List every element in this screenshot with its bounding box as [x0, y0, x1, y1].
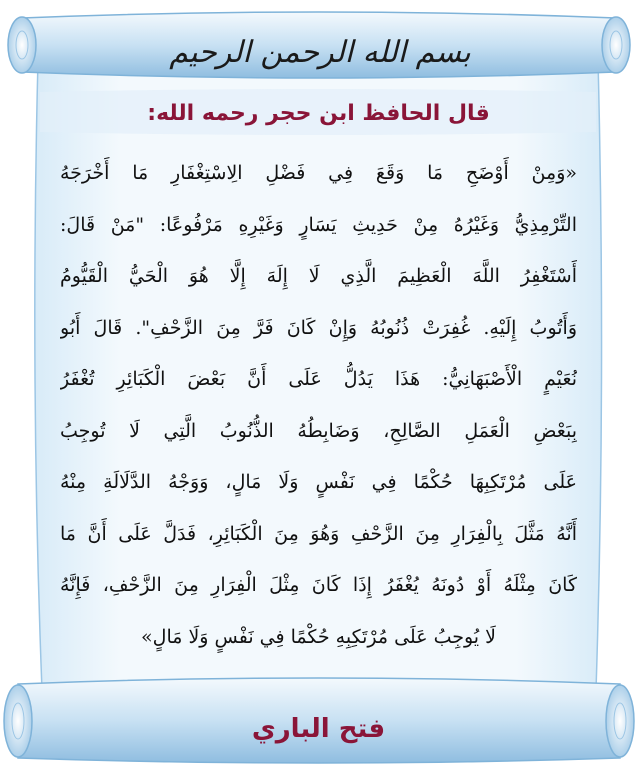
quote-line: لَا يُوجِبُ عَلَى مُرْتَكِبِهِ حُكْمًا فِي نَفْسٍ وَلَا مَالٍ»	[141, 625, 496, 648]
quote-line: كَانَ مِثْلَهُ أَوْ دُونَهُ يُغْفَرُ إِذَا كَانَ مِثْلَ الْفِرَارِ مِنَ الزَّحْفِ، فَإِنَّهُ	[60, 574, 577, 596]
quote-body	[60, 148, 577, 663]
quote-line: أَسْتَغْفِرُ اللَّهَ الْعَظِيمَ الَّذِي لَا إِلَهَ إِلَّا هُوَ الْحَيُّ الْقَيُّومُ	[60, 265, 577, 287]
basmala-calligraphy: بسم الله الرحمن الرحيم	[169, 34, 471, 70]
quote-line: التِّرْمِذِيُّ وَغَيْرُهُ مِنْ حَدِيثِ يَسَارٍ وَغَيْرِهِ مَرْفُوعًا: "مَنْ قَالَ:	[60, 213, 577, 236]
source-title: فتح الباري	[251, 714, 386, 744]
quote-line: وَأَتُوبُ إِلَيْهِ. غُفِرَتْ ذُنُوبُهُ وَإِنْ كَانَ فَرَّ مِنَ الزَّحْفِ". قَالَ أَبُو	[60, 316, 577, 339]
quote-line: نُعَيْمٍ الْأَصْبَهَانِيُّ: هَذَا يَدُلُّ عَلَى أَنَّ بَعْضَ الْكَبَائِرِ تُغْفَرُ	[60, 368, 577, 390]
quote-heading: قال الحافظ ابن حجر رحمه الله:	[147, 101, 490, 126]
quote-line: أَنَّهُ مَثَّلَ بِالْفِرَارِ مِنَ الزَّحْفِ وَهُوَ مِنَ الْكَبَائِرِ، فَدَلَّ عَلَى أَنَّ مَا	[60, 522, 577, 545]
quote-line: «وَمِنْ أَوْضَحِ مَا وَقَعَ فِي فَضْلِ الِاسْتِغْفَارِ مَا أَخْرَجَهُ	[60, 162, 577, 184]
quote-line: بِبَعْضِ الْعَمَلِ الصَّالِحِ، وَضَابِطُهُ الذُّنُوبُ الَّتِي لَا تُوجِبُ	[60, 419, 577, 442]
quote-line: عَلَى مُرْتَكِبِهَا حُكْمًا فِي نَفْسٍ وَلَا مَالٍ، وَوَجْهُ الدَّلَالَةِ مِنْهُ	[60, 471, 577, 493]
